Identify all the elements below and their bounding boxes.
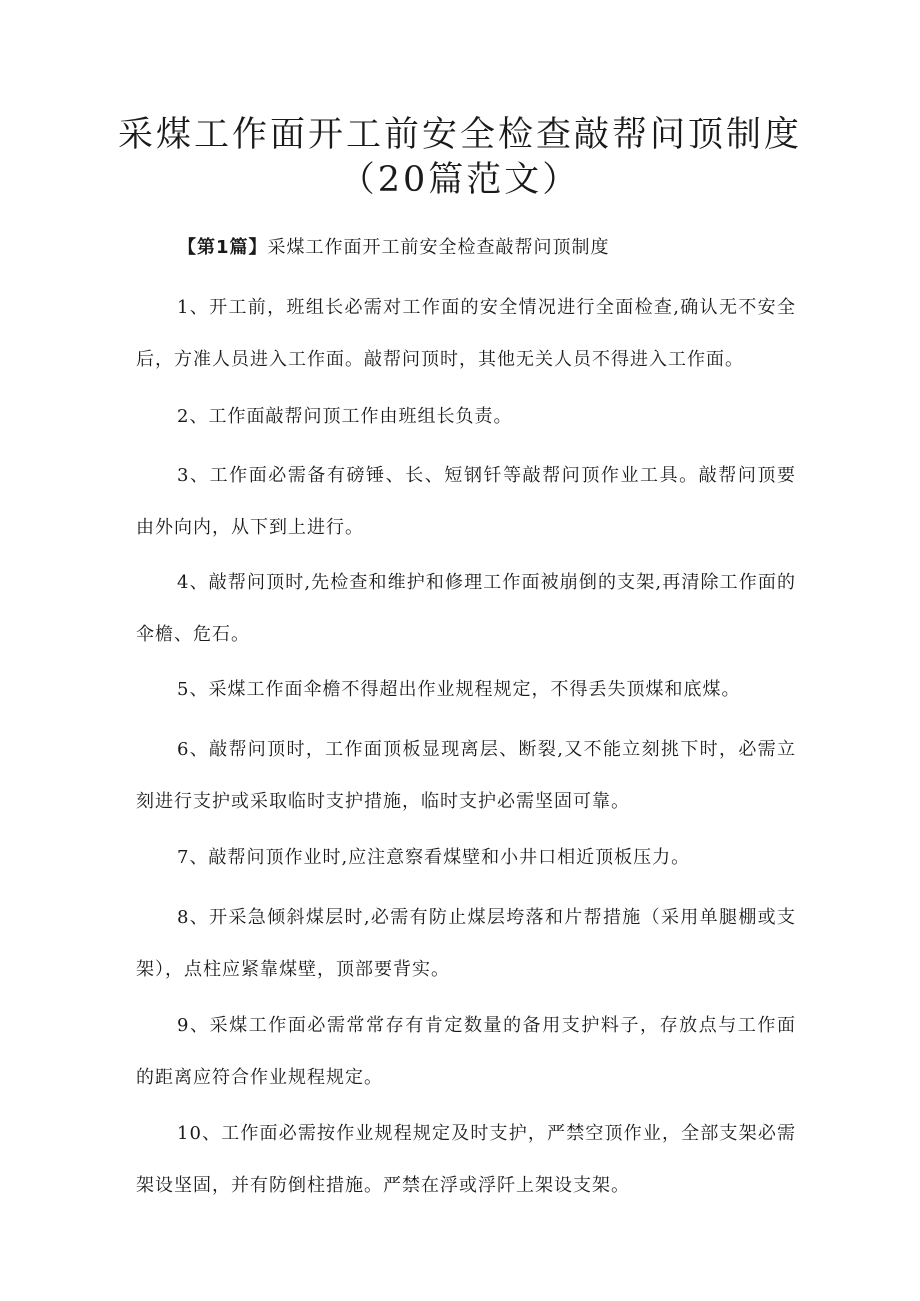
paragraph-10: 10、工作面必需按作业规程规定及时支护，严禁空顶作业，全部支架必需架设坚固，并有防倒柱措施。严禁在浮或浮阡上架设支架。 <box>136 1123 796 1196</box>
document-title-line2: （20篇范文） <box>339 160 581 200</box>
section-number-label: 【第1篇】 <box>178 237 268 258</box>
paragraph-9: 9、采煤工作面必需常常存有肯定数量的备用支护料子，存放点与工作面的距离应符合作业规程规定。 <box>136 1015 796 1088</box>
section-heading <box>178 232 610 264</box>
paragraph-2: 2、工作面敲帮问顶工作由班组长负责。 <box>177 406 513 427</box>
paragraph-5: 5、采煤工作面伞檐不得超出作业规程规定，不得丢失顶煤和底煤。 <box>177 679 741 700</box>
section-title: 采煤工作面开工前安全检查敲帮问顶制度 <box>267 237 610 258</box>
paragraph-8: 8、开采急倾斜煤层时,必需有防止煤层垮落和片帮措施（采用单腿棚或支架），点柱应紧靠煤壁，顶部要背实。 <box>136 907 796 980</box>
paragraph-7: 7、敲帮问顶作业时,应注意察看煤壁和小井口相近顶板压力。 <box>177 847 691 868</box>
document-title-line1: 采煤工作面开工前安全检查敲帮问顶制度 <box>117 115 802 155</box>
paragraph-6: 6、敲帮问顶时，工作面顶板显现离层、断裂,又不能立刻挑下时，必需立刻进行支护或采取临时支护措施，临时支护必需坚固可靠。 <box>136 739 796 812</box>
paragraph-3: 3、工作面必需备有磅锤、长、短钢钎等敲帮问顶作业工具。敲帮问顶要由外向内，从下到上进行。 <box>136 465 796 538</box>
paragraph-4: 4、敲帮问顶时,先检查和维护和修理工作面被崩倒的支架,再清除工作面的伞檐、危石。 <box>136 572 796 645</box>
paragraph-1: 1、开工前，班组长必需对工作面的安全情况进行全面检查,确认无不安全后，方准人员进入工作面。敲帮问顶时，其他无关人员不得进入工作面。 <box>136 297 796 370</box>
